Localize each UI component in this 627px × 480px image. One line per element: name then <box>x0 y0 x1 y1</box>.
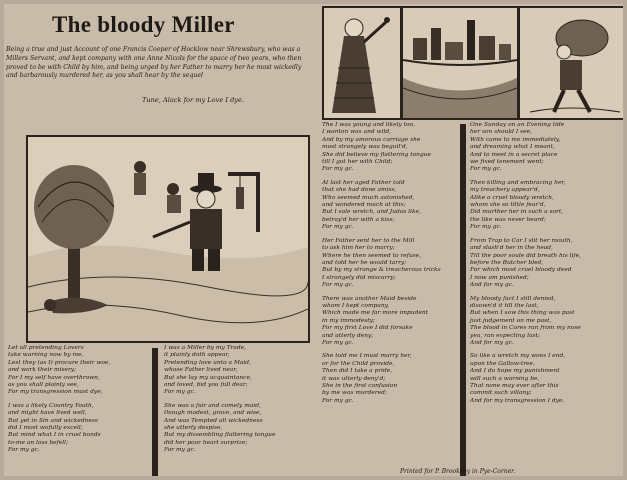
porter-woodcut <box>518 6 623 120</box>
verse-line: Lest they (as I) procure their woe, <box>8 359 111 366</box>
verse-line: But mind what I in cruel bonds <box>8 432 101 439</box>
verse-line: Her Father sent her to the Mill <box>322 237 415 244</box>
ballad-subtitle: Being a true and just Account of one Francis Cooper of Hocklow near Shrewsbury, who was a Millers Servant, and kept company with one Anne Nicols for the space of two years, who then proved to be with Child by him, and being urged by her Father to marry her he most wickedly and barbarously murdered her, as you shall hear by the sequel <box>6 46 302 80</box>
verse-line: For my gc. <box>164 389 196 396</box>
verse-line: For my gc. <box>8 447 40 454</box>
verse-line: will such a warning be, <box>470 375 540 382</box>
verse-line: and told her he would tarry; <box>322 259 407 266</box>
stanza <box>322 180 457 232</box>
miller-scene-image <box>28 137 308 341</box>
verse-line: For my gc. <box>322 282 354 289</box>
verse-line: For my gc. <box>322 224 354 231</box>
verse-line: it was utterly deny'd; <box>322 375 386 382</box>
verse-line: From Trap to Car I slit her mouth, <box>470 237 573 244</box>
verse-line: And for my transgression I dye. <box>470 397 565 404</box>
stanza <box>322 353 457 405</box>
verse-line: For which most cruel bloody deed <box>470 267 572 274</box>
stanza <box>470 296 620 348</box>
verse-line: upon the Gallow-tree, <box>470 360 535 367</box>
ballad-title: The bloody Miller <box>52 12 235 37</box>
verse-line: The I was young and likely too, <box>322 122 416 128</box>
verse-line: whom she so little fear'd, <box>470 202 546 209</box>
verse-line: did her poor heart surprize; <box>164 439 248 446</box>
woman-figure-image <box>324 8 400 118</box>
verse-line: And by my amorous carriage she <box>322 136 421 143</box>
verse-line: whose Father lived near, <box>164 367 238 374</box>
verse-line: we fixed tenement went; <box>470 159 544 166</box>
verse-line: And for my gc. <box>470 282 514 289</box>
verse-line: But she lay my acquaintance, <box>164 374 252 381</box>
verse-line: to ask him her to marry; <box>322 245 395 252</box>
verse-line: And I do hope my punishment <box>470 368 560 375</box>
verse-line: Did murther her in such a sort, <box>470 209 564 216</box>
verse-line: I was a Miller by my Trade, <box>164 345 247 351</box>
stanza <box>322 238 457 290</box>
verse-line: For my gc. <box>164 447 196 454</box>
verse-line: At last her aged Father told <box>322 179 405 186</box>
verse-line: For my first Love I did forsake <box>322 325 413 332</box>
verse-line: But I sale wretch, and Judas like, <box>322 209 421 216</box>
stanza <box>470 122 620 174</box>
verse-line: But yet in Sin and wickedness <box>8 417 98 424</box>
verse-line: and slash'd her in the head, <box>470 245 553 252</box>
stanza <box>470 238 620 290</box>
verse-line: in my immodesty; <box>322 317 375 324</box>
verse-line: betray'd her with a kiss; <box>322 216 395 223</box>
verse-line: I now am punished; <box>470 274 529 281</box>
verse-line: Then killing and embracing her, <box>470 179 566 186</box>
woman-woodcut <box>322 6 402 120</box>
verse-line: Till the poor soule did breath his life, <box>470 252 581 259</box>
verse-line: And was Tempted all wickedness <box>164 417 263 424</box>
verse-line: and dreaming what I meant, <box>470 144 555 151</box>
verse-line: most strangely was beguil'd, <box>322 144 408 151</box>
verse-line: and work their misery; <box>8 367 77 374</box>
verse-line: she utterly despise, <box>164 425 223 432</box>
verse-line: Alike a cruel bloody wretch, <box>470 194 554 201</box>
verse-column-2 <box>164 345 304 461</box>
stanza <box>470 353 620 405</box>
verse-line: my treachery appear'd, <box>470 187 540 194</box>
verse-line: the like was never heard; <box>470 216 546 223</box>
verse-line: For my gc. <box>322 397 354 404</box>
tune-line: Tune, Alack for my Love I dye. <box>142 96 245 104</box>
stanza <box>8 403 143 455</box>
verse-line: With came to me immediately, <box>470 136 561 143</box>
verse-line: did I most wofully excell; <box>8 425 83 432</box>
verse-line: I wanton was and wild, <box>322 129 391 136</box>
stanza <box>164 403 304 455</box>
verse-line: commit such villany; <box>470 390 532 397</box>
verse-line: Which made me far more impudent <box>322 310 429 317</box>
verse-line: My bloody fact I still denied, <box>470 295 556 302</box>
verse-line: yea, ran expecting last; <box>470 332 540 339</box>
verse-line: She did believe my flattering tongue <box>322 151 432 158</box>
verse-line: There was another Maid beside <box>322 295 417 302</box>
verse-line: till I got her with Child; <box>322 159 393 166</box>
verse-line: Let all pretending Lovers <box>8 345 84 351</box>
verse-line: For I my self have overthrown, <box>8 374 100 381</box>
verse-column-4 <box>470 122 620 411</box>
verse-line: disown'd it till the last, <box>470 302 539 309</box>
verse-line: That none may ever after this <box>470 383 559 389</box>
verse-line: Then did I take a pride, <box>322 368 393 375</box>
verse-line: as you shall plainly see, <box>8 382 79 389</box>
verse-line: whom I kept company, <box>322 302 390 309</box>
verse-line: One Sunday on an Evening tide <box>470 122 565 128</box>
column-divider-right <box>460 124 466 476</box>
verse-line: though modest, grave, and wise, <box>164 410 262 417</box>
broadside-sheet <box>4 4 623 476</box>
verse-line: Who seemed much astonished, <box>322 194 415 201</box>
verse-line: She told me I must marry her, <box>322 353 412 360</box>
town-woodcut <box>401 6 519 120</box>
verse-line: to-me an loss befell; <box>8 439 69 446</box>
verse-line: take warning now by me, <box>8 352 84 359</box>
verse-line: just judgement on me past, <box>470 317 552 324</box>
verse-line: and might have lived well, <box>8 410 87 417</box>
verse-line: Pretending love unto a Maid, <box>164 359 251 366</box>
verse-line: For my gc. <box>470 224 502 231</box>
verse-line: I was a likely Country Youth, <box>8 402 94 409</box>
verse-column-3 <box>322 122 457 411</box>
verse-line: For my gc. <box>322 166 354 173</box>
verse-line: her son should I see, <box>470 129 532 136</box>
verse-line: She was a fair and comely maid, <box>164 402 261 409</box>
verse-line: I strangely did miscarry; <box>322 274 396 281</box>
verse-line: And for my gc. <box>470 339 514 346</box>
verse-line: For my transgression must dye, <box>8 389 103 396</box>
verse-line: But my dissembling flattering tongue <box>164 432 276 439</box>
verse-line: For my gc. <box>322 339 354 346</box>
porter-figure-image <box>520 8 623 118</box>
verse-line: She in the first confusion <box>322 383 398 389</box>
verse-line: before the Butcher bled, <box>470 259 544 266</box>
verse-line: But by my strange & treacherous tricks <box>322 267 441 274</box>
stanza <box>164 345 304 397</box>
stanza <box>8 345 143 397</box>
verse-line: The blood in Cores ran from my nose <box>470 325 581 332</box>
printer-imprint: Printed for P. Brooksby in Pye-Corner. <box>400 468 516 475</box>
verse-line: And to meet in a secret place <box>470 151 558 158</box>
verse-column-1 <box>8 345 143 461</box>
stanza <box>322 122 457 174</box>
verse-line: or for the Child provide, <box>322 360 395 367</box>
verse-line: and loved, bid you full dear; <box>164 382 248 389</box>
verse-line: it plainly doth appear, <box>164 352 230 359</box>
verse-line: For my gc. <box>470 166 502 173</box>
verse-line: and wondered much at this; <box>322 202 406 209</box>
town-view-image <box>403 8 517 118</box>
verse-line: that she had done amiss, <box>322 187 397 194</box>
stanza <box>470 180 620 232</box>
verse-line: But when I saw this thing was past <box>470 310 575 317</box>
verse-line: and utterly deny; <box>322 332 374 339</box>
verse-line: Where he then seemed to refuse, <box>322 252 422 259</box>
stanza <box>322 296 457 348</box>
verse-line: So like a wretch my woes I end, <box>470 353 566 360</box>
column-divider-bottom <box>152 348 158 476</box>
verse-line: by me was murdered; <box>322 390 387 397</box>
main-woodcut-illustration <box>26 135 310 343</box>
